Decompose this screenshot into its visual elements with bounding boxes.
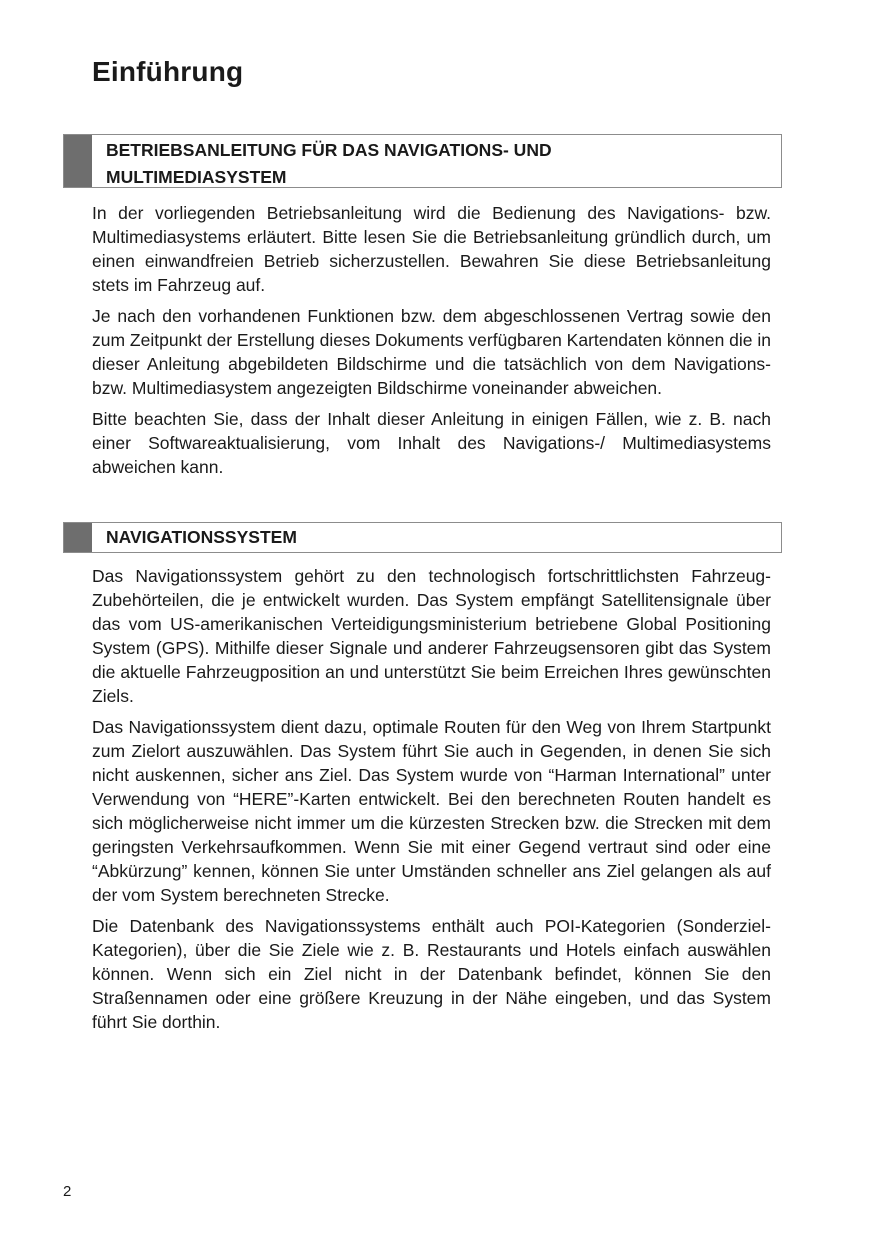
section-body-operating-manual [92, 201, 771, 486]
paragraph: Je nach den vorhandenen Funktionen bzw. dem abgeschlossenen Vertrag sowie den zum Zeitpunkt der Erstellung dieses Dokuments verfügbaren Kartendaten können die in dieser Anleitung abgebildeten Bildschirme und die tatsächlich von dem Navigations- bzw. Multimediasystem angezeigten Bildschirme voneinander abweichen. [92, 306, 772, 398]
paragraph: Das Navigationssystem dient dazu, optimale Routen für den Weg von Ihrem Startpunkt zum Zielort auszuwählen. Das System führt Sie auch in Gegenden, in denen Sie sich nicht auskennen, sicher ans Ziel. Das System wurde von “Harman International” unter Verwendung von “HERE”-Karten entwickelt. Bei den berechneten Routen handelt es sich möglicherweise nicht immer um die kürzesten Strecken bzw. die Strecken mit dem geringsten Verkehrsaufkommen. Wenn Sie mit einer Gegend vertraut sind oder eine “Abkürzung” kennen, können Sie unter Umständen schneller ans Ziel gelangen als auf der vom System berechneten Strecke. [92, 717, 771, 905]
section-title-line-2: MULTIMEDIASYSTEM [106, 167, 287, 187]
paragraph: Das Navigationssystem gehört zu den technologisch fortschrittlichsten Fahrzeug-Zubehörteilen, die je entwickelt wurden. Das System empfängt Satellitensignale über das vom US-amerikanischen Verteidigungsministerium betriebene Global Positioning System (GPS). Mithilfe dieser Signale und anderer Fahrzeugsensoren gibt das System die aktuelle Fahrzeugposition an und unterstützt Sie beim Erreichen Ihres gewünschten Ziels. [92, 566, 771, 706]
section-header-operating-manual [63, 134, 782, 188]
section-title: NAVIGATIONSSYSTEM [106, 527, 297, 547]
section-header-bar [64, 523, 92, 552]
paragraph: In der vorliegenden Betriebsanleitung wird die Bedienung des Navigations- bzw. Multimediasystems erläutert. Bitte lesen Sie die Betriebsanleitung gründlich durch, um einen einwandfreien Betrieb sicherzustellen. Bewahren Sie diese Betriebsanleitung stets im Fahrzeug auf. [92, 203, 771, 295]
page-title: Einführung [92, 56, 244, 87]
paragraph: Die Datenbank des Navigationssystems enthält auch POI-Kategorien (Sonderziel-Kategorien), über die Sie Ziele wie z. B. Restaurants und Hotels einfach auswählen können. Wenn sich ein Ziel nicht in der Datenbank befindet, können Sie den Straßennamen oder eine größere Kreuzung in der Nähe eingeben, und das System führt Sie dorthin. [92, 916, 771, 1032]
paragraph: Bitte beachten Sie, dass der Inhalt dieser Anleitung in einigen Fällen, wie z. B. nach einer Softwareaktualisierung, vom Inhalt des Navigations-/ Multimediasystems abweichen kann. [92, 409, 771, 477]
section-body-navigation-system [92, 564, 771, 1041]
section-header-bar [64, 135, 92, 187]
section-title-line-1: BETRIEBSANLEITUNG FÜR DAS NAVIGATIONS- UND [106, 140, 552, 160]
section-header-navigation-system [63, 522, 782, 553]
page-number: 2 [63, 1183, 72, 1200]
